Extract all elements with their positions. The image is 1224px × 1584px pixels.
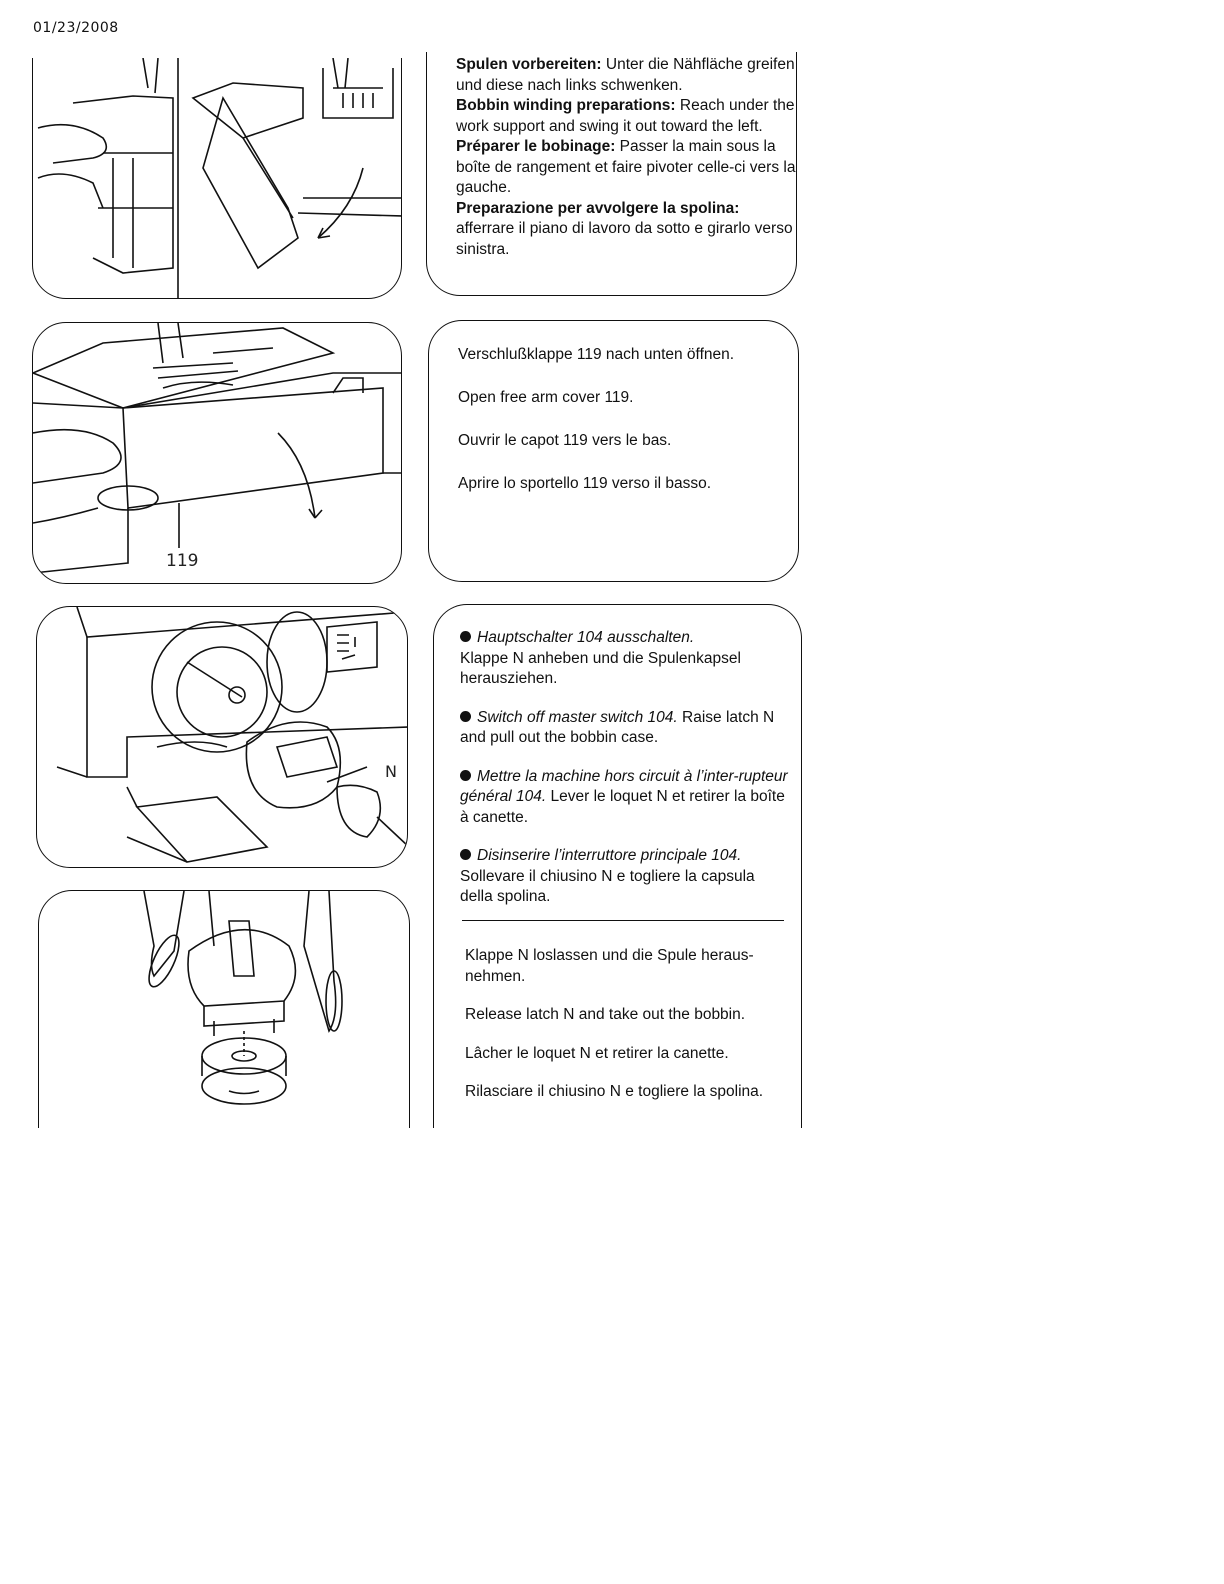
- callout-n: N: [385, 762, 397, 781]
- it-paragraph: [460, 846, 790, 908]
- figure-2-panel: [32, 322, 402, 584]
- bullet-icon: [460, 849, 471, 860]
- en-line: Open free arm cover 119.: [458, 389, 634, 406]
- callout-119: 119: [166, 551, 199, 571]
- fr-title: Préparer le bobinage:: [456, 138, 616, 155]
- figure-4-panel: [38, 890, 410, 1128]
- fr-paragraph: [460, 767, 790, 829]
- fr-line: Lâcher le loquet N et retirer la canette.: [465, 1044, 729, 1062]
- de-line: Klappe N loslassen und die Spule heraus-nehmen.: [465, 947, 754, 985]
- de-paragraph: [460, 628, 790, 690]
- en-line: Release latch N and take out the bobbin.: [465, 1006, 746, 1023]
- de-title: Spulen vorbereiten:: [456, 56, 602, 73]
- it-title: Preparazione per avvolgere la spolina:: [456, 199, 740, 217]
- instructions-2: [458, 344, 788, 494]
- it-line: Aprire lo sportello 119 verso il basso.: [458, 475, 712, 492]
- en-rest: Raise latch N and pull out the bobbin case.: [460, 708, 775, 746]
- de-line: Verschlußklappe 119 nach unten öffnen.: [458, 346, 735, 363]
- it-paragraph: [456, 199, 796, 261]
- en-paragraph: [460, 708, 790, 749]
- figure-3-panel: [36, 606, 408, 868]
- fr-body: Passer la main sous la boîte de rangement et faire pivoter celle-ci vers la gauche.: [456, 138, 796, 196]
- bullet-icon: [460, 711, 471, 722]
- en-title: Bobbin winding preparations:: [456, 97, 676, 114]
- bullet-icon: [460, 770, 471, 781]
- fr-emphasis: Mettre la machine hors circuit à l’inter-rupteur général 104.: [460, 767, 788, 805]
- en-body: Reach under the work support and swing it out toward the left.: [456, 97, 795, 135]
- it-emphasis: Disinserire l’interruttore principale 104.: [477, 847, 742, 864]
- en-emphasis: Switch off master switch 104.: [477, 708, 678, 726]
- work-support-swing-illustration: [33, 58, 402, 299]
- fr-paragraph: [456, 137, 796, 199]
- fr-line: Ouvrir le capot 119 vers le bas.: [458, 432, 672, 449]
- en-paragraph: [456, 96, 796, 137]
- section-divider: [462, 920, 784, 921]
- de-body: Unter die Nähfläche greifen und diese nach links schwenken.: [456, 56, 795, 94]
- de-rest: Klappe N anheben und die Spulenkapsel herausziehen.: [460, 649, 741, 687]
- free-arm-cover-illustration: [33, 323, 402, 584]
- bullet-icon: [460, 631, 471, 642]
- fr-rest: Lever le loquet N et retirer la boîte à canette.: [460, 788, 785, 826]
- instructions-3: [460, 628, 790, 908]
- instructions-4: [465, 946, 790, 1103]
- document-date: 01/23/2008: [33, 20, 119, 36]
- instructions-1: [456, 55, 796, 260]
- it-line: Rilasciare il chiusino N e togliere la spolina.: [465, 1083, 764, 1100]
- it-body: afferrare il piano di lavoro da sotto e girarlo verso sinistra.: [456, 220, 793, 258]
- it-rest: Sollevare il chiusino N e togliere la capsula della spolina.: [460, 867, 755, 905]
- figure-1-panel: [32, 58, 402, 299]
- de-paragraph: [456, 55, 796, 96]
- bobbin-removal-illustration: [39, 891, 410, 1128]
- de-emphasis: Hauptschalter 104 ausschalten.: [477, 629, 695, 646]
- bobbin-case-removal-illustration: [37, 607, 408, 868]
